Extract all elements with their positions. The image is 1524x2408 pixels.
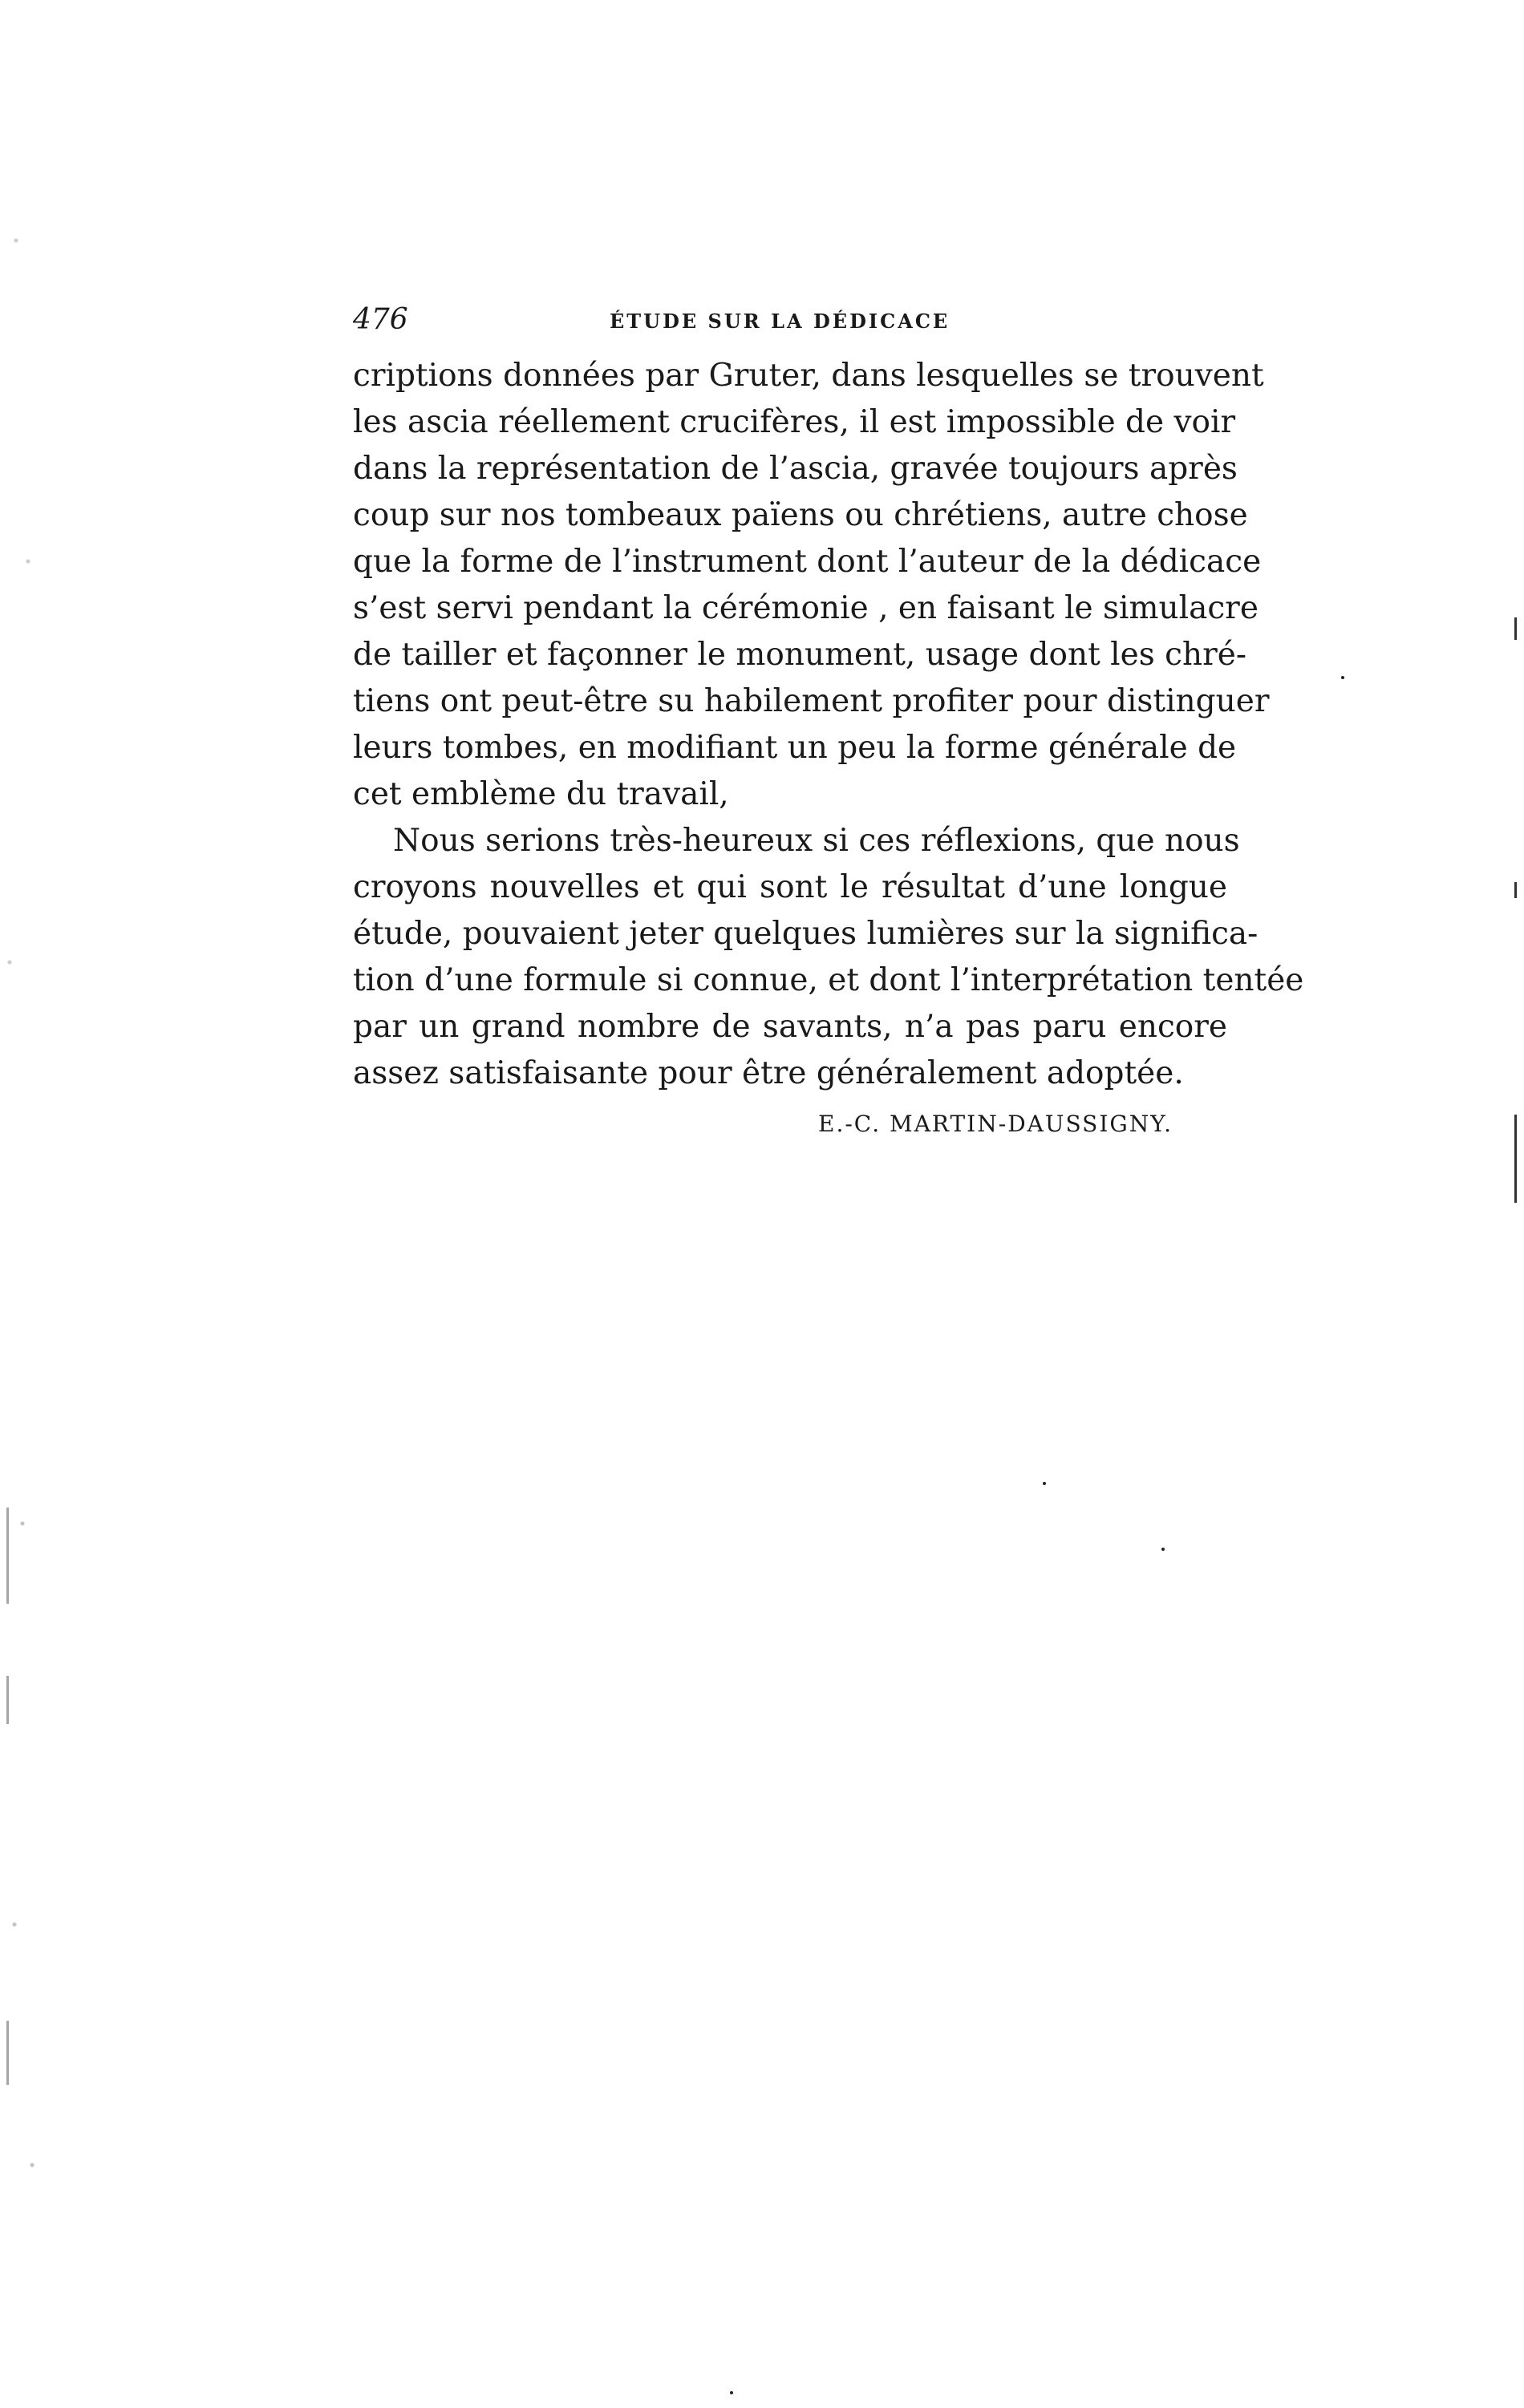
page-header — [353, 303, 1227, 343]
text-line: par un grand nombre de savants, n’a pas paru encore — [353, 1009, 1227, 1045]
author-signature: E.-C. MARTIN-DAUSSIGNY. — [818, 1111, 1173, 1137]
text-line: que la forme de l’instrument dont l’auteur de la dédicace — [353, 544, 1262, 580]
scan-speck — [730, 2391, 733, 2394]
text-line: étude, pouvaient jeter quelques lumières sur la significa- — [353, 916, 1259, 952]
scan-right-edge-mark — [1514, 617, 1517, 640]
text-line: dans la représentation de l’ascia, gravée toujours après — [353, 451, 1238, 487]
text-line: coup sur nos tombeaux païens ou chrétiens, autre chose — [353, 497, 1248, 533]
running-title: ÉTUDE SUR LA DÉDICACE — [610, 310, 950, 333]
text-line: cet emblème du travail, — [353, 776, 729, 812]
text-line: criptions données par Gruter, dans lesquelles se trouvent — [353, 358, 1264, 394]
text-line: leurs tombes, en modifiant un peu la forme générale de — [353, 730, 1237, 766]
scan-speck — [1341, 676, 1344, 679]
scan-speck — [1043, 1482, 1046, 1485]
scan-right-edge-mark — [1514, 1115, 1517, 1203]
scan-edge-mark — [6, 1508, 9, 1604]
text-line: assez satisfaisante pour être généralement adoptée. — [353, 1055, 1184, 1091]
page-number: 476 — [353, 303, 408, 336]
scan-edge-mark — [6, 1676, 9, 1724]
text-line: s’est servi pendant la cérémonie , en faisant le simulacre — [353, 590, 1259, 626]
text-line: croyons nouvelles et qui sont le résultat d’une longue — [353, 869, 1227, 905]
scan-edge-mark — [6, 2021, 9, 2085]
text-line: les ascia réellement crucifères, il est impossible de voir — [353, 404, 1236, 440]
text-line: tion d’une formule si connue, et dont l’interprétation tentée — [353, 962, 1304, 998]
text-line: Nous serions très-heureux si ces réflexions, que nous — [393, 823, 1240, 859]
text-line: de tailler et façonner le monument, usage dont les chré- — [353, 637, 1246, 673]
body-text — [353, 353, 1304, 1097]
scan-speck — [1161, 1548, 1165, 1551]
scan-right-edge-mark — [1514, 882, 1517, 898]
text-line: tiens ont peut-être su habilement profiter pour distinguer — [353, 683, 1270, 719]
